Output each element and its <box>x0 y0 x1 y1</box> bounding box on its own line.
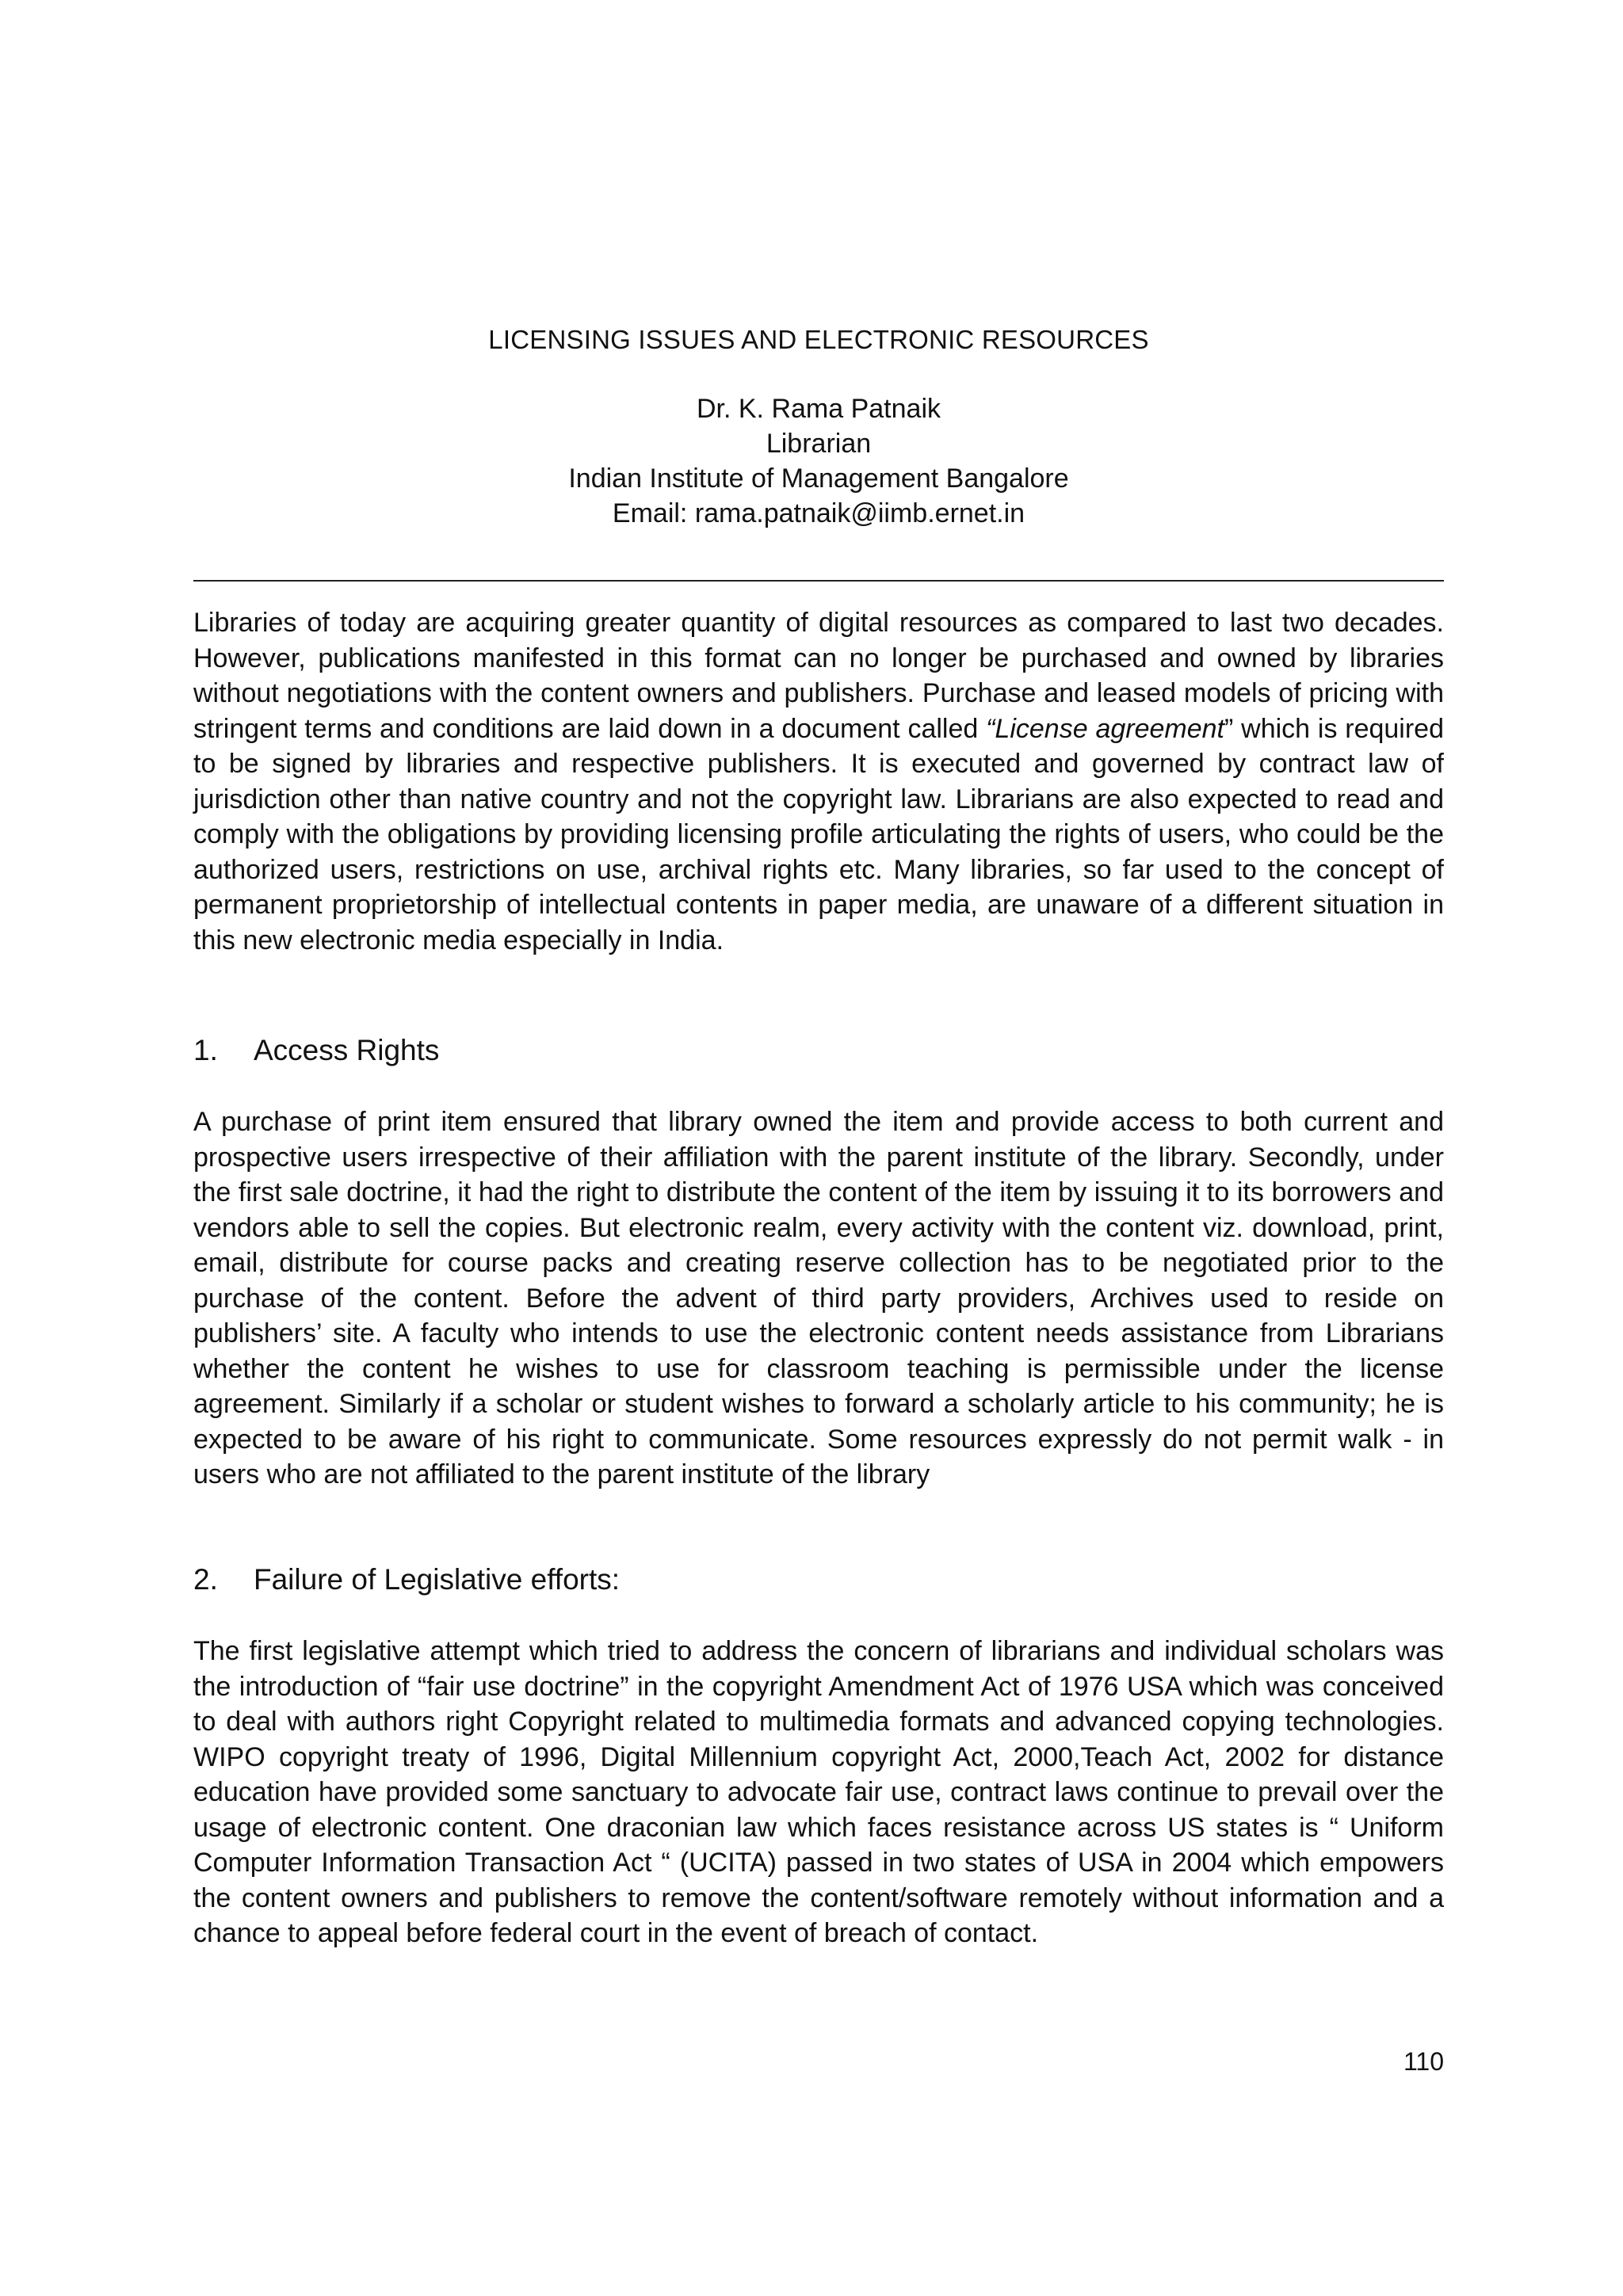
author-email: Email: rama.patnaik@iimb.ernet.in <box>612 498 1025 528</box>
access-rights-paragraph: A purchase of print item ensured that library owned the item and provide access to both current and prospective users irrespective of their affiliation with the parent institute of the library. Secondly, under the first sale doctrine, it had the right to distribute the content of the item by issuing it to its borrowers and vendors able to sell the copies. But electronic realm, every activity with the content viz. download, print, email, distribute for course packs and creating reserve collection has to be negotiated prior to the purchase of the content. Before the advent of third party providers, Archives used to reside on publishers’ site. A faculty who intends to use the electronic content needs assistance from Librarians whether the content he wishes to use for classroom teaching is permissible under the license agreement. Similarly if a scholar or student wishes to forward a scholarly article to his community; he is expected to be aware of his right to communicate. Some resources expressly do not permit walk - in users who are not affiliated to the parent institute of the library <box>193 1107 1444 1489</box>
paper-title: LICENSING ISSUES AND ELECTRONIC RESOURCES <box>488 325 1149 354</box>
intro-paragraph <box>193 605 1444 958</box>
author-institution: Indian Institute of Management Bangalore <box>568 463 1069 494</box>
section-heading-legislative-efforts <box>193 1562 1444 1597</box>
section-title: Access Rights <box>254 1034 440 1066</box>
intro-text-part1: Libraries of today are acquiring greater quantity of digital resources as compared to last two decades. However, publications manifested in this format can no longer be purchased and owned by libraries without negotiations with the content owners and publishers. Purchase and leased models of pricing with stringent terms and conditions are laid down in a document called <box>193 608 1444 744</box>
page-number: 110 <box>1403 2047 1444 2076</box>
section-number: 2. <box>193 1563 218 1596</box>
section-heading-access-rights <box>193 1033 1444 1068</box>
author-role: Librarian <box>766 429 872 459</box>
license-agreement-emphasis: “License agreement <box>986 713 1224 744</box>
author-block <box>193 391 1444 531</box>
legislative-efforts-paragraph: The first legislative attempt which tried to address the concern of librarians and individual scholars was the introduction of “fair use doctrine” in the copyright Amendment Act of 1976 USA which was conceived to deal with authors right Copyright related to multimedia formats and advanced copying technologies. WIPO copyright treaty of 1996, Digital Millennium copyright Act, 2000,Teach Act, 2002 for distance education have provided some sanctuary to advocate fair use, contract laws continue to prevail over the usage of electronic content. One draconian law which faces resistance across US states is “ Uniform Computer Information Transaction Act “ (UCITA) passed in two states of USA in 2004 which empowers the content owners and publishers to remove the content/software remotely without information and a chance to appeal before federal court in the event of breach of contact. <box>193 1636 1444 1948</box>
horizontal-rule <box>193 580 1444 582</box>
section-title: Failure of Legislative efforts: <box>254 1563 621 1596</box>
section-number: 1. <box>193 1034 218 1066</box>
author-name: Dr. K. Rama Patnaik <box>696 394 941 424</box>
intro-text-part2: ” which is required to be signed by libraries and respective publishers. It is executed and governed by contract law of jurisdiction other than native country and not the copyright law. Librarians are also expected to read and comply with the obligations by providing licensing profile articulating the rights of users, who could be the authorized users, restrictions on use, archival rights etc. Many libraries, so far used to the concept of permanent proprietorship of intellectual contents in paper media, are unaware of a different situation in this new electronic media especially in India. <box>193 713 1445 955</box>
